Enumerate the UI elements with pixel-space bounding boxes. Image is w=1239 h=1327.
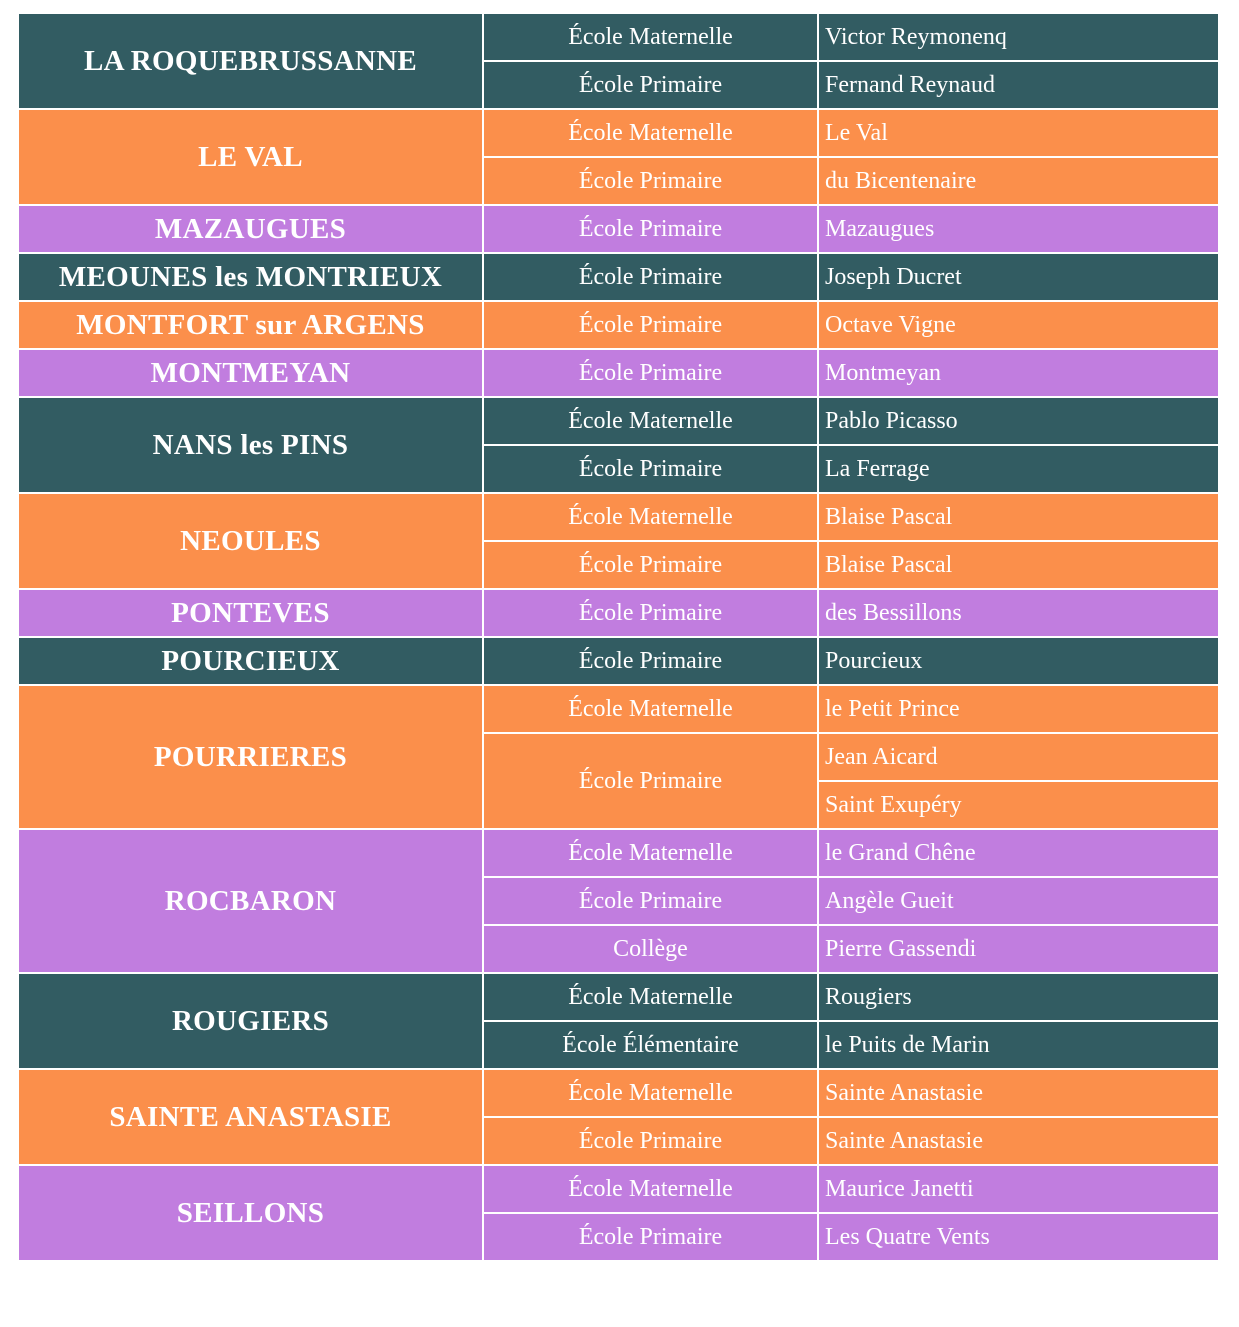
table-row	[18, 829, 1219, 877]
school-type-cell: École Maternelle	[483, 1069, 818, 1117]
school-type-cell: École Élémentaire	[483, 1021, 818, 1069]
school-name-cell: des Bessillons	[818, 589, 1219, 637]
table-row	[18, 301, 1219, 349]
table-row	[18, 637, 1219, 685]
table-row	[18, 349, 1219, 397]
school-type-cell: École Maternelle	[483, 13, 818, 61]
commune-cell: SAINTE ANASTASIE	[18, 1069, 483, 1165]
table-row	[18, 397, 1219, 445]
school-name-cell: Blaise Pascal	[818, 493, 1219, 541]
commune-cell: MONTMEYAN	[18, 349, 483, 397]
school-name-cell: Octave Vigne	[818, 301, 1219, 349]
commune-cell: ROCBARON	[18, 829, 483, 973]
table-row	[18, 205, 1219, 253]
school-name-cell: Le Val	[818, 109, 1219, 157]
school-name-cell: Joseph Ducret	[818, 253, 1219, 301]
school-name-cell: Pablo Picasso	[818, 397, 1219, 445]
school-name-cell: Montmeyan	[818, 349, 1219, 397]
table-row	[18, 1069, 1219, 1117]
school-name-cell: Pierre Gassendi	[818, 925, 1219, 973]
table-row	[18, 493, 1219, 541]
school-type-cell: École Primaire	[483, 637, 818, 685]
school-name-cell: Maurice Janetti	[818, 1165, 1219, 1213]
commune-cell: LA ROQUEBRUSSANNE	[18, 13, 483, 109]
school-type-cell: Collège	[483, 925, 818, 973]
commune-cell: POURRIERES	[18, 685, 483, 829]
school-name-cell: Les Quatre Vents	[818, 1213, 1219, 1261]
table-row	[18, 589, 1219, 637]
commune-cell: MONTFORT sur ARGENS	[18, 301, 483, 349]
school-name-cell: Jean Aicard	[818, 733, 1219, 781]
schools-table	[17, 12, 1220, 1262]
school-type-cell: École Primaire	[483, 253, 818, 301]
school-name-cell: Rougiers	[818, 973, 1219, 1021]
school-name-cell: Victor Reymonenq	[818, 13, 1219, 61]
commune-cell: MEOUNES les MONTRIEUX	[18, 253, 483, 301]
commune-cell: NEOULES	[18, 493, 483, 589]
commune-cell: PONTEVES	[18, 589, 483, 637]
school-name-cell: Sainte Anastasie	[818, 1069, 1219, 1117]
table-row	[18, 1165, 1219, 1213]
table-row	[18, 685, 1219, 733]
commune-cell: ROUGIERS	[18, 973, 483, 1069]
commune-cell: NANS les PINS	[18, 397, 483, 493]
commune-cell: LE VAL	[18, 109, 483, 205]
school-type-cell: École Maternelle	[483, 973, 818, 1021]
school-name-cell: le Petit Prince	[818, 685, 1219, 733]
table-row	[18, 13, 1219, 61]
school-type-cell: École Primaire	[483, 205, 818, 253]
school-type-cell: École Maternelle	[483, 829, 818, 877]
school-type-cell: École Maternelle	[483, 685, 818, 733]
school-type-cell: École Primaire	[483, 349, 818, 397]
school-name-cell: le Puits de Marin	[818, 1021, 1219, 1069]
commune-cell: SEILLONS	[18, 1165, 483, 1261]
school-type-cell: École Primaire	[483, 589, 818, 637]
school-name-cell: le Grand Chêne	[818, 829, 1219, 877]
school-type-cell: École Primaire	[483, 733, 818, 829]
schools-table-body	[18, 13, 1219, 1261]
table-row	[18, 253, 1219, 301]
school-name-cell: Pourcieux	[818, 637, 1219, 685]
school-name-cell: Fernand Reynaud	[818, 61, 1219, 109]
commune-cell: MAZAUGUES	[18, 205, 483, 253]
school-type-cell: École Primaire	[483, 1213, 818, 1261]
school-type-cell: École Maternelle	[483, 1165, 818, 1213]
school-type-cell: École Primaire	[483, 445, 818, 493]
commune-cell: POURCIEUX	[18, 637, 483, 685]
school-name-cell: Blaise Pascal	[818, 541, 1219, 589]
school-type-cell: École Primaire	[483, 157, 818, 205]
table-row	[18, 973, 1219, 1021]
school-type-cell: École Primaire	[483, 877, 818, 925]
school-type-cell: École Primaire	[483, 541, 818, 589]
school-type-cell: École Maternelle	[483, 397, 818, 445]
school-name-cell: du Bicentenaire	[818, 157, 1219, 205]
school-type-cell: École Maternelle	[483, 109, 818, 157]
school-type-cell: École Maternelle	[483, 493, 818, 541]
school-type-cell: École Primaire	[483, 301, 818, 349]
school-name-cell: Angèle Gueit	[818, 877, 1219, 925]
school-name-cell: Saint Exupéry	[818, 781, 1219, 829]
school-type-cell: École Primaire	[483, 1117, 818, 1165]
table-row	[18, 109, 1219, 157]
school-name-cell: Sainte Anastasie	[818, 1117, 1219, 1165]
school-name-cell: Mazaugues	[818, 205, 1219, 253]
school-type-cell: École Primaire	[483, 61, 818, 109]
school-name-cell: La Ferrage	[818, 445, 1219, 493]
